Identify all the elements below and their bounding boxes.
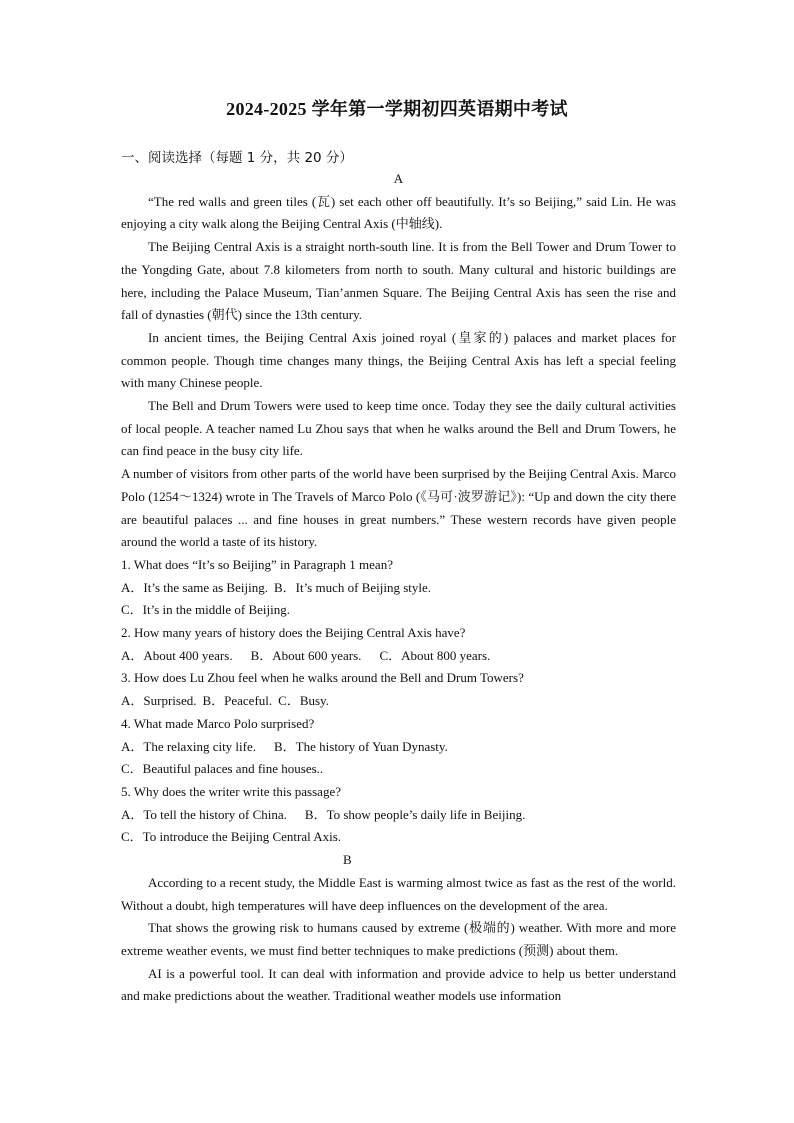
option: B．The history of Yuan Dynasty. (274, 738, 448, 754)
option-line (121, 645, 676, 668)
page-title: 2024-2025 学年第一学期初四英语期中考试 (226, 99, 568, 119)
option-line (121, 804, 676, 827)
option: A．About 400 years. (121, 647, 233, 663)
option: B．About 600 years. (250, 647, 362, 663)
question-1: 1. What does “It’s so Beijing” in Paragraph 1 mean? (121, 556, 393, 572)
passage-b-paragraph: That shows the growing risk to humans caused by extreme (极端的) weather. With more and more extreme weather events, we must find better techniques to make predictions (预测) about them. (121, 920, 676, 958)
option: A．It’s the same as Beijing. (121, 579, 268, 595)
option: B．Peaceful. (202, 693, 273, 709)
passage-a-paragraph: A number of visitors from other parts of the world have been surprised by the Beijing Central Axis. Marco Polo (1254～1324) wrote in The Travels of Marco Polo (《马可·波罗游记》): “Up and down the city there are beautiful palaces ... and fine houses in great numbers.” These western records have given people around the world a taste of its history. (121, 466, 676, 550)
option-line (121, 758, 676, 781)
question-4: 4. What made Marco Polo surprised? (121, 715, 315, 731)
section-heading: 一、阅读选择（每题 1 分，共 20 分） (121, 150, 353, 166)
question-2: 2. How many years of history does the Beijing Central Axis have? (121, 625, 466, 641)
option: A．Surprised. (121, 693, 197, 709)
passage-a-paragraph: In ancient times, the Beijing Central Axis joined royal (皇家的) palaces and market places for common people. Though time changes many things, the Beijing Central Axis has left a special feeling with many Chinese people. (121, 329, 676, 391)
option-line (121, 826, 676, 849)
question-3: 3. How does Lu Zhou feel when he walks around the Bell and Drum Towers? (121, 670, 524, 686)
option: C．Beautiful palaces and fine houses.. (121, 761, 324, 777)
option: C．To introduce the Beijing Central Axis. (121, 829, 342, 845)
passage-a-paragraph: “The red walls and green tiles (瓦) set each other off beautifully. It’s so Beijing,” said Lin. He was enjoying a city walk along the Beijing Central Axis (中轴线). (121, 193, 676, 232)
option: A．The relaxing city life. (121, 738, 257, 754)
option: C．Busy. (278, 693, 329, 709)
passage-a-label: A (393, 171, 404, 186)
option: B．To show people’s daily life in Beijing. (304, 806, 526, 822)
question-5: 5. Why does the writer write this passage? (121, 783, 341, 799)
passage-a-paragraph: The Beijing Central Axis is a straight north-south line. It is from the Bell Tower and Drum Tower to the Yongding Gate, about 7.8 kilometers from north to south. Many cultural and historic buildings are here, including the Palace Museum, Tian’anmen Square. The Beijing Central Axis has seen the rise and fall of dynasties (朝代) since the 13th century. (121, 239, 676, 323)
option: A．To tell the history of China. (121, 806, 287, 822)
passage-b-label: B (343, 852, 352, 868)
passage-a-paragraph: The Bell and Drum Towers were used to keep time once. Today they see the daily cultural activities of local people. A teacher named Lu Zhou says that when he walks around the Bell and Drum Towers, he can find peace in the busy city life. (121, 398, 676, 459)
passage-b-paragraph: According to a recent study, the Middle East is warming almost twice as fast as the rest of the world. Without a doubt, high temperatures will have deep influences on the development of the area. (121, 874, 676, 913)
option: C．About 800 years. (379, 647, 491, 663)
option: C．It’s in the middle of Beijing. (121, 602, 290, 618)
exam-content (121, 168, 676, 1008)
option: B．It’s much of Beijing style. (273, 579, 432, 595)
option-line (121, 690, 676, 713)
option-line (121, 599, 676, 622)
option-line (121, 577, 676, 600)
option-line (121, 736, 676, 759)
passage-b-paragraph: AI is a powerful tool. It can deal with information and provide advice to help us better understand and make predictions about the weather. Traditional weather models use information (121, 965, 676, 1004)
